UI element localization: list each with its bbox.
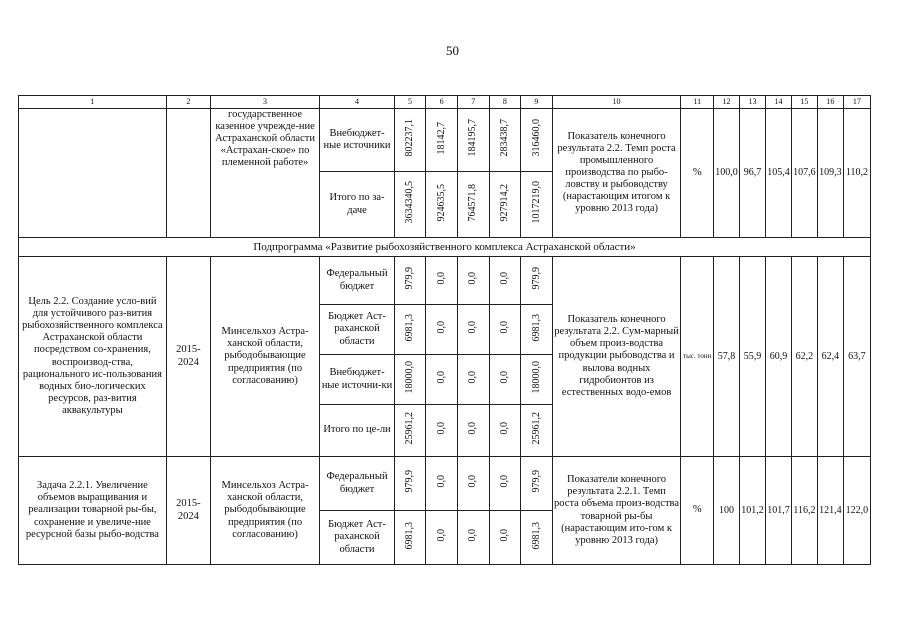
value-cell: 18000,0 [404, 361, 416, 394]
indicator-value: 107,6 [791, 109, 817, 238]
value-cell: 924635,5 [435, 183, 447, 222]
source-cell: Бюджет Аст-раханской области [320, 305, 394, 355]
indicator-value: 109,3 [817, 109, 843, 238]
empty-cell [19, 109, 167, 238]
goal-cell: Цель 2.2. Создание усло-вий для устойчивого раз-вития рыбохозяйственного комплекса Астраханской области посредством со-хранения, воспроизвод-ства, рационального ис-пользования водных био-логических ресурсов, раз-вития аквакультуры [19, 257, 167, 457]
value-cell: 0,0 [435, 371, 447, 384]
col-header: 14 [765, 96, 791, 109]
indicator-value: 100,0 [714, 109, 740, 238]
col-header: 10 [552, 96, 681, 109]
empty-cell [166, 109, 210, 238]
value-cell: 0,0 [467, 371, 479, 384]
indicator-value: 116,2 [791, 457, 817, 565]
unit-cell: тыс. тонн [681, 257, 714, 457]
program-table [18, 95, 871, 565]
indicator-value: 110,2 [843, 109, 870, 238]
value-cell: 0,0 [499, 272, 511, 285]
indicator-value: 62,4 [817, 257, 843, 457]
indicator-value: 57,8 [714, 257, 740, 457]
col-header: 7 [457, 96, 489, 109]
indicator-value: 101,2 [740, 457, 766, 565]
value-cell: 184195,7 [467, 119, 479, 157]
source-cell: Федеральный бюджет [320, 457, 394, 511]
value-cell: 18142,7 [435, 121, 447, 155]
value-cell: 979,9 [404, 267, 416, 290]
col-header: 13 [740, 96, 766, 109]
col-header: 9 [521, 96, 553, 109]
source-cell: Итого по за-даче [320, 172, 394, 238]
value-cell: 0,0 [435, 422, 447, 435]
period-cell: 2015-2024 [166, 457, 210, 565]
col-header: 1 [19, 96, 167, 109]
table-row [19, 257, 871, 305]
value-cell: 979,9 [530, 470, 542, 493]
indicator-cell: Показатели конечного результата 2.2.1. Темп роста объема произ-водства товарной ры-бы (нарастающим ито-гом к уровню 2013 года) [552, 457, 681, 565]
unit-cell: % [681, 457, 714, 565]
value-cell: 0,0 [435, 475, 447, 488]
value-cell: 927914,2 [499, 183, 511, 222]
value-cell: 0,0 [499, 422, 511, 435]
value-cell: 18000,0 [530, 361, 542, 394]
value-cell: 0,0 [467, 475, 479, 488]
value-cell: 0,0 [499, 321, 511, 334]
col-header: 15 [791, 96, 817, 109]
value-cell: 6981,3 [404, 521, 416, 550]
unit-cell: % [681, 109, 714, 238]
executor-cell: государственное казенное учрежде-ние Астраханской области «Астрахан-ское» по племенной работе» [210, 109, 319, 238]
source-cell: Итого по це-ли [320, 405, 394, 457]
indicator-value: 55,9 [740, 257, 766, 457]
col-header: 8 [489, 96, 521, 109]
value-cell: 283438,7 [499, 119, 511, 157]
indicator-value: 63,7 [843, 257, 870, 457]
value-cell: 3634340,5 [404, 181, 416, 224]
col-header: 3 [210, 96, 319, 109]
executor-cell: Минсельхоз Астра-ханской области, рыбодобывающие предприятия (по согласованию) [210, 257, 319, 457]
table-row [19, 457, 871, 511]
indicator-value: 101,7 [765, 457, 791, 565]
value-cell: 0,0 [499, 475, 511, 488]
value-cell: 6981,3 [404, 313, 416, 342]
value-cell: 25961,2 [530, 412, 542, 445]
value-cell: 0,0 [499, 529, 511, 542]
col-header: 16 [817, 96, 843, 109]
col-header: 17 [843, 96, 870, 109]
value-cell: 0,0 [467, 422, 479, 435]
value-cell: 802237,1 [404, 119, 416, 157]
indicator-value: 121,4 [817, 457, 843, 565]
source-cell: Бюджет Аст-раханской области [320, 511, 394, 565]
table-row [19, 109, 871, 172]
value-cell: 979,9 [404, 470, 416, 493]
source-cell: Федеральный бюджет [320, 257, 394, 305]
indicator-cell: Показатель конечного результата 2.2. Сум-марный объем произ-водства продукции рыбоводства и вылова водных гидробионтов из естественных водо-емов [552, 257, 681, 457]
source-cell: Внебюджет-ные источники [320, 109, 394, 172]
value-cell: 0,0 [467, 272, 479, 285]
value-cell: 979,9 [530, 267, 542, 290]
value-cell: 316460,0 [530, 119, 542, 157]
value-cell: 0,0 [467, 321, 479, 334]
indicator-value: 105,4 [765, 109, 791, 238]
indicator-value: 96,7 [740, 109, 766, 238]
value-cell: 6981,3 [530, 521, 542, 550]
value-cell: 1017219,0 [530, 181, 542, 224]
indicator-cell: Показатель конечного результата 2.2. Темп роста промышленного производства по рыбо-ловству и рыбоводству (нарастающим итогом к уровню 2013 года) [552, 109, 681, 238]
task-cell: Задача 2.2.1. Увеличение объемов выращивания и реализации товарной ры-бы, сохранение и увеличе-ние ресурсной базы рыбо-водства [19, 457, 167, 565]
executor-cell: Минсельхоз Астра-ханской области, рыбодобывающие предприятия (по согласованию) [210, 457, 319, 565]
page-number: 50 [446, 43, 459, 58]
indicator-value: 122,0 [843, 457, 870, 565]
value-cell: 0,0 [499, 371, 511, 384]
source-cell: Внебюджет-ные источни-ки [320, 355, 394, 405]
col-header: 11 [681, 96, 714, 109]
value-cell: 25961,2 [404, 412, 416, 445]
col-header: 6 [426, 96, 458, 109]
indicator-value: 60,9 [765, 257, 791, 457]
column-header-row [19, 96, 871, 109]
col-header: 12 [714, 96, 740, 109]
value-cell: 0,0 [435, 529, 447, 542]
col-header: 2 [166, 96, 210, 109]
value-cell: 0,0 [435, 272, 447, 285]
col-header: 4 [320, 96, 394, 109]
col-header: 5 [394, 96, 426, 109]
value-cell: 0,0 [467, 529, 479, 542]
indicator-value: 62,2 [791, 257, 817, 457]
value-cell: 6981,3 [530, 313, 542, 342]
table-row [19, 238, 871, 257]
value-cell: 0,0 [435, 321, 447, 334]
period-cell: 2015-2024 [166, 257, 210, 457]
subprogram-title: Подпрограмма «Развитие рыбохозяйственного комплекса Астраханской области» [19, 238, 871, 257]
value-cell: 764571,8 [467, 183, 479, 222]
indicator-value: 100 [714, 457, 740, 565]
